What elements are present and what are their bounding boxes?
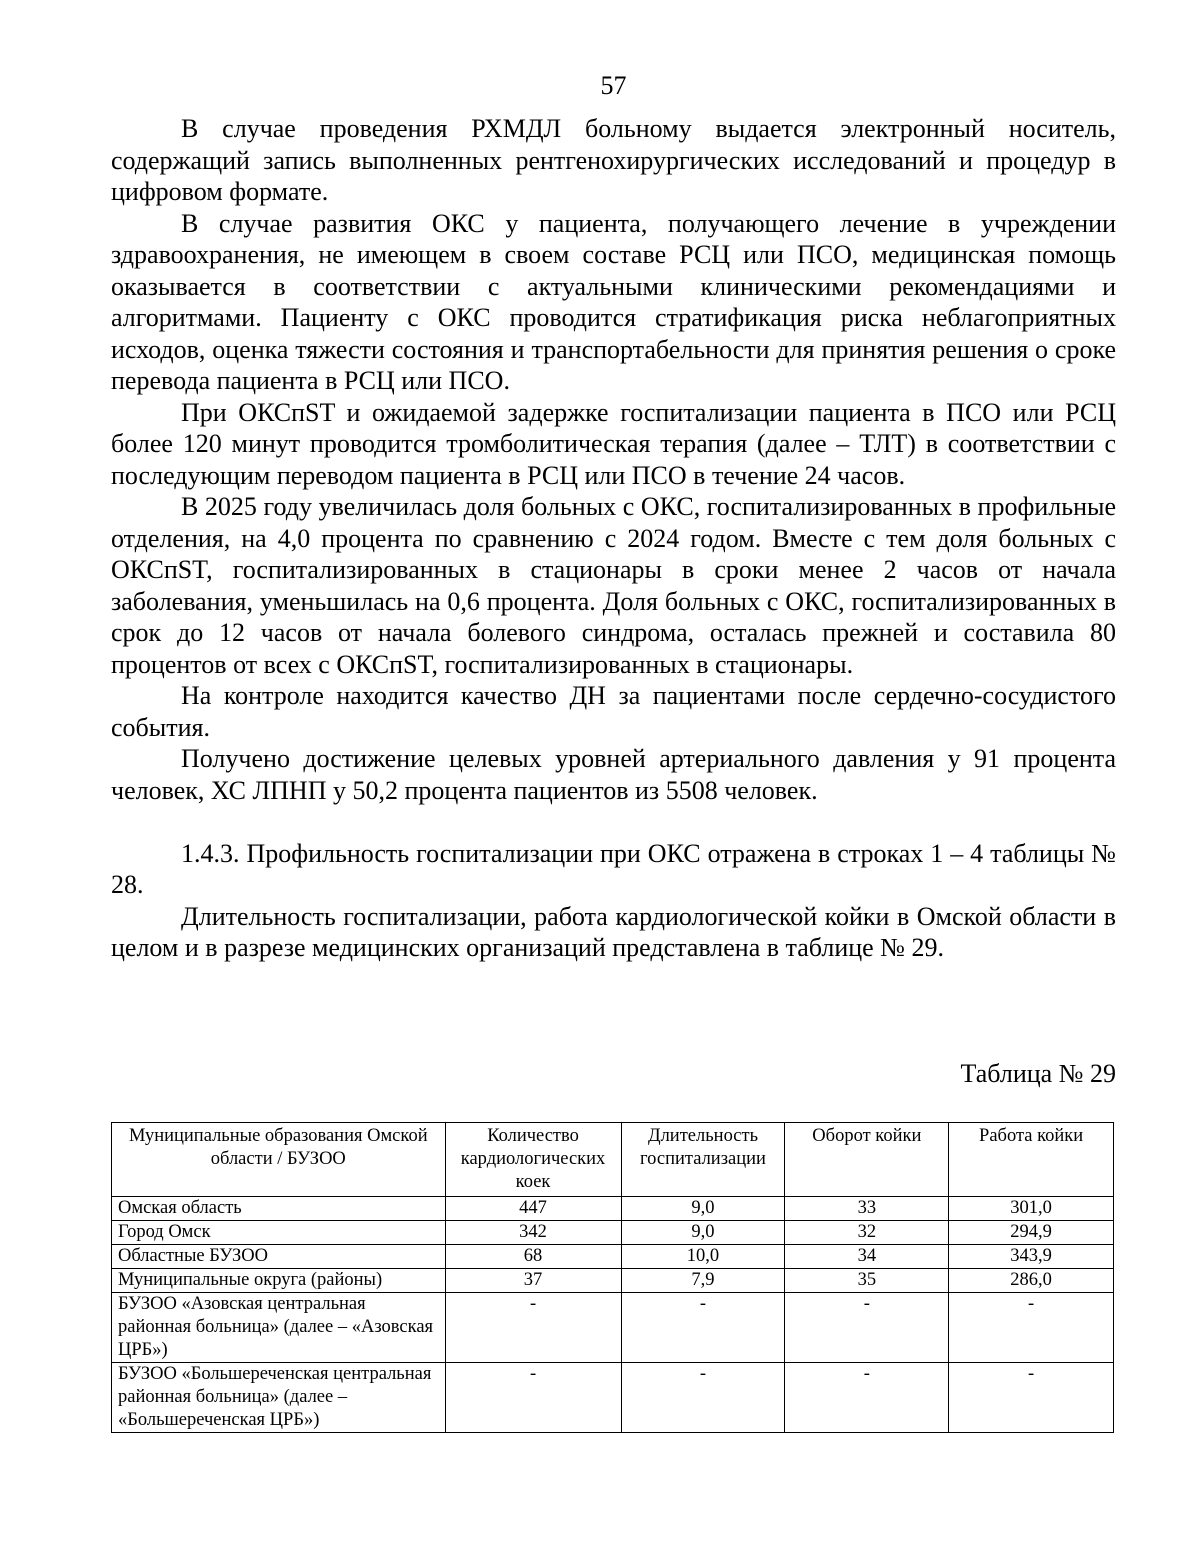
cell-name: Муниципальные округа (районы): [112, 1269, 446, 1293]
cell-bed-count: 447: [445, 1197, 621, 1221]
cell-bed-work: 343,9: [949, 1245, 1114, 1269]
table-row: [112, 1221, 1114, 1245]
paragraph-dn-control: На контроле находится качество ДН за пациентами после сердечно-сосудистого события.: [111, 681, 1116, 742]
table-row: [112, 1269, 1114, 1293]
table-header-row: [112, 1123, 1114, 1197]
table-row: [112, 1293, 1114, 1363]
paragraph-oks-development: В случае развития ОКС у пациента, получающего лечение в учреждении здравоохранения, не имеющем в своем составе РСЦ или ПСО, медицинская помощь оказывается в соответствии с актуальными клиническими рекомендациями и алгоритмами. Пациенту с ОКС проводится стратификация риска неблагоприятных исходов, оценка тяжести состояния и транспортабельности для принятия решения о сроке перевода пациента в РСЦ или ПСО.: [111, 208, 1116, 395]
paragraph-2025-statistics: В 2025 году увеличилась доля больных с ОКС, госпитализированных в профильные отделения, на 4,0 процента по сравнению с 2024 годом. Вместе с тем доля больных с ОКСпST, госпитализированных в стационары в сроки менее 2 часов от начала заболевания, уменьшилась на 0,6 процента. Доля больных с ОКС, госпитализированных в срок до 12 часов от начала болевого синдрома, осталась прежней и составила 80 процентов от всех с ОКСпST, госпитализированных в стационары.: [111, 492, 1116, 679]
cell-name: БУЗОО «Азовская центральная районная больница» (далее – «Азовская ЦРБ»): [112, 1293, 446, 1363]
header-bed-count: Количество кардиологических коек: [445, 1123, 621, 1197]
cell-stay-duration: -: [621, 1363, 785, 1433]
cell-bed-count: 342: [445, 1221, 621, 1245]
cardiology-beds-table: [111, 1122, 1114, 1433]
cell-bed-count: -: [445, 1363, 621, 1433]
cell-bed-work: 301,0: [949, 1197, 1114, 1221]
paragraph-okspst-tlt: При ОКСпST и ожидаемой задержке госпитализации пациента в ПСО или РСЦ более 120 минут проводится тромболитическая терапия (далее – ТЛТ) в соответствии с последующим переводом пациента в РСЦ или ПСО в течение 24 часов.: [111, 397, 1116, 490]
cell-bed-turnover: 34: [785, 1245, 949, 1269]
paragraph-hospitalization-duration: Длительность госпитализации, работа кардиологической койки в Омской области в целом и в разрезе медицинских организаций представлена в таблице № 29.: [111, 901, 1116, 962]
cell-bed-turnover: 35: [785, 1269, 949, 1293]
cell-bed-count: 37: [445, 1269, 621, 1293]
header-bed-work: Работа койки: [949, 1123, 1114, 1197]
cell-stay-duration: -: [621, 1293, 785, 1363]
body-text: [111, 113, 1116, 964]
cell-stay-duration: 7,9: [621, 1269, 785, 1293]
cell-bed-work: -: [949, 1293, 1114, 1363]
paragraph-target-levels: Получено достижение целевых уровней артериального давления у 91 процента человек, ХС ЛПНП у 50,2 процента пациентов из 5508 человек.: [111, 744, 1116, 805]
paragraph-rhmdl-media: В случае проведения РХМДЛ больному выдается электронный носитель, содержащий запись выполненных рентгенохирургических исследований и процедур в цифровом формате.: [111, 114, 1116, 206]
table-row: [112, 1363, 1114, 1433]
cell-bed-turnover: -: [785, 1363, 949, 1433]
cell-bed-count: -: [445, 1293, 621, 1363]
cell-stay-duration: 9,0: [621, 1197, 785, 1221]
cell-name: Областные БУЗОО: [112, 1245, 446, 1269]
cell-stay-duration: 10,0: [621, 1245, 785, 1269]
page-number: 57: [600, 71, 627, 100]
cell-name: Город Омск: [112, 1221, 446, 1245]
table-caption: Таблица № 29: [960, 1059, 1116, 1088]
cell-bed-turnover: 32: [785, 1221, 949, 1245]
cell-bed-count: 68: [445, 1245, 621, 1269]
cell-bed-turnover: -: [785, 1293, 949, 1363]
header-municipality: Муниципальные образования Омской области / БУЗОО: [112, 1123, 446, 1197]
table-row: [112, 1245, 1114, 1269]
table-row: [112, 1197, 1114, 1221]
cell-bed-work: 294,9: [949, 1221, 1114, 1245]
cell-bed-work: 286,0: [949, 1269, 1114, 1293]
cell-name: БУЗОО «Большереченская центральная районная больница» (далее – «Большереченская ЦРБ»): [112, 1363, 446, 1433]
cell-bed-work: -: [949, 1363, 1114, 1433]
paragraph-section-1-4-3: 1.4.3. Профильность госпитализации при ОКС отражена в строках 1 – 4 таблицы № 28.: [111, 838, 1116, 899]
cell-stay-duration: 9,0: [621, 1221, 785, 1245]
header-stay-duration: Длительность госпитализации: [621, 1123, 785, 1197]
cell-name: Омская область: [112, 1197, 446, 1221]
header-bed-turnover: Оборот койки: [785, 1123, 949, 1197]
cell-bed-turnover: 33: [785, 1197, 949, 1221]
